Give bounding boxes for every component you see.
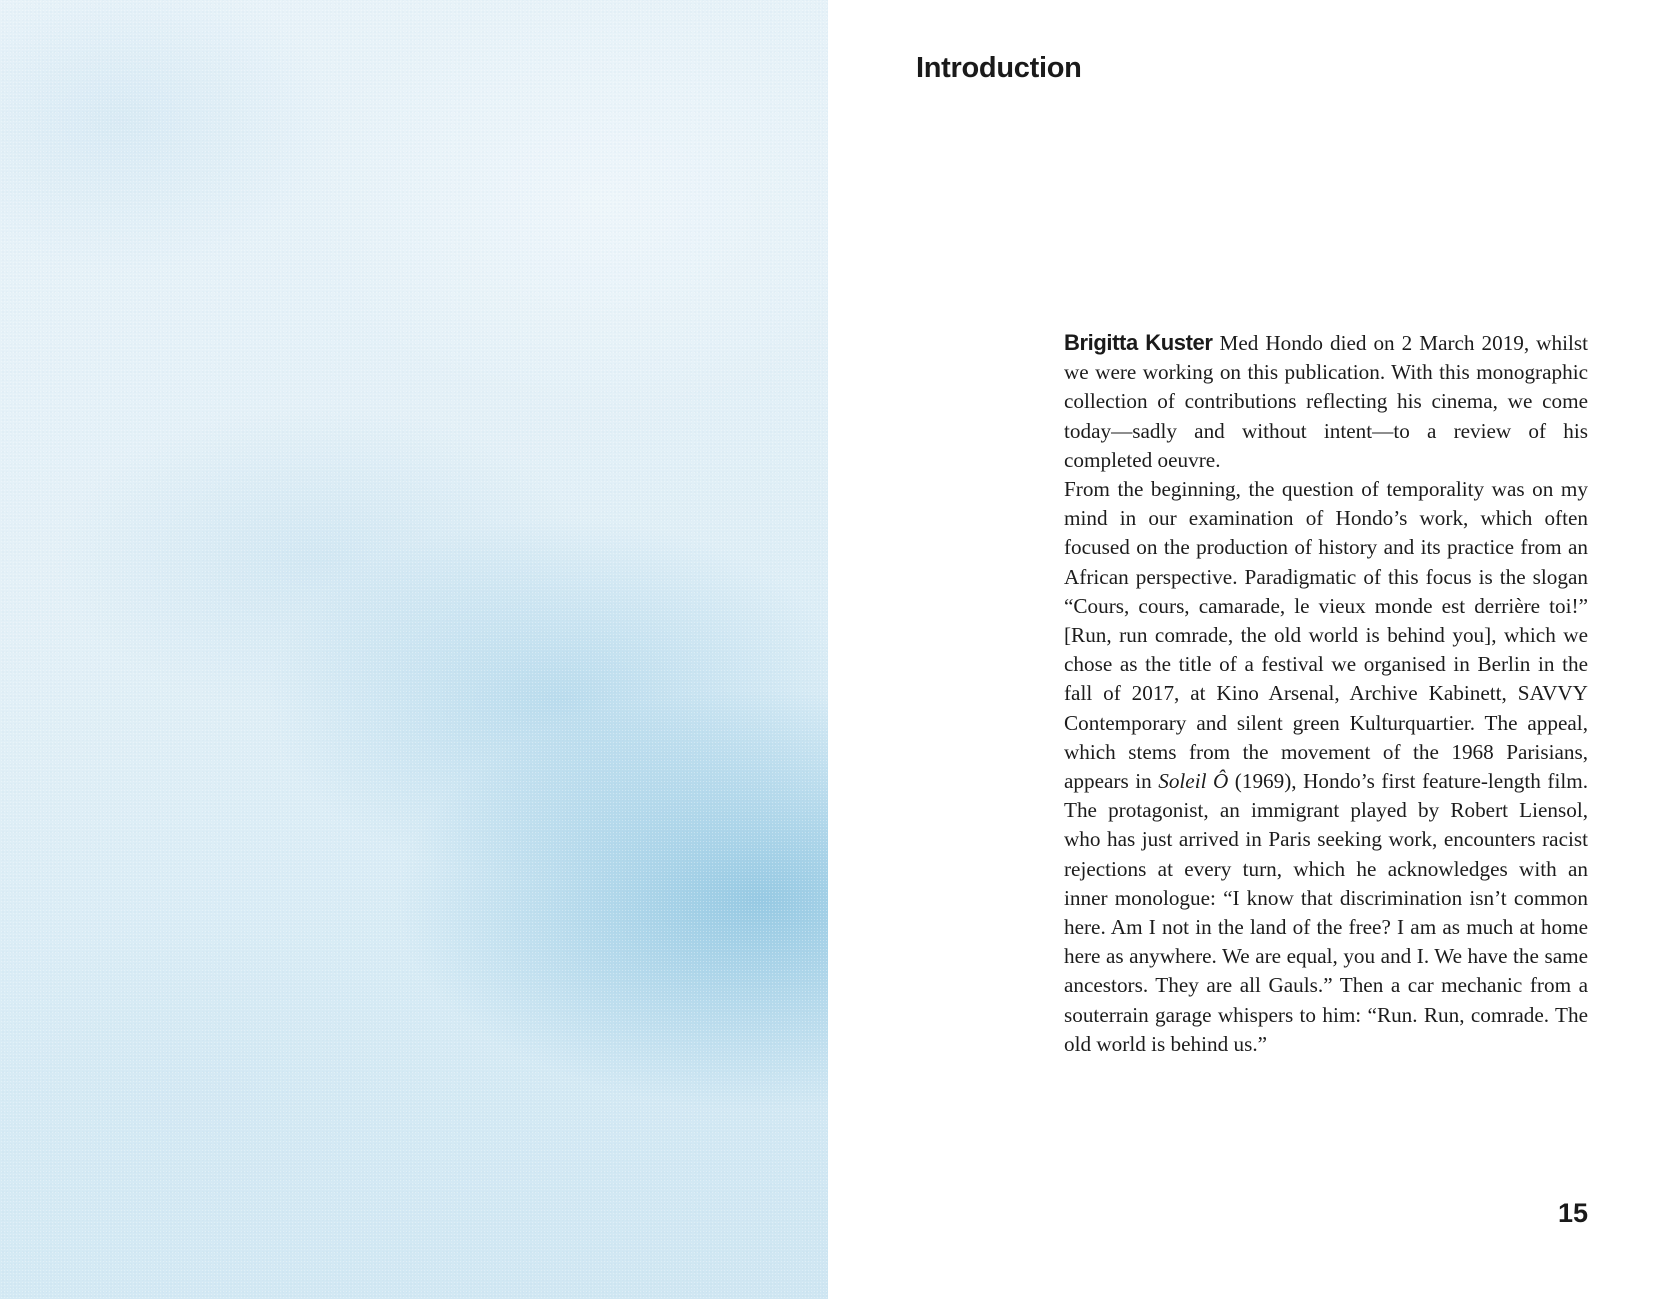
film-title-italic: Soleil Ô xyxy=(1158,769,1229,794)
paragraph-intro-text: Med Hondo died on 2 March 2019, whilst we were working on this publication. With this monographic collection of contributions reflecting his cinema, we come today—sadly and without intent—to a review of his completed oeuvre. xyxy=(1064,331,1588,472)
paragraph-temporality xyxy=(1064,475,1588,1059)
right-page xyxy=(828,0,1654,1299)
paragraph-temporality-text-1: From the beginning, the question of temporality was on my mind in our examination of Hondo’s work, which often focused on the production of history and its practice from an African perspective. Paradigmatic of this focus is the slogan “Cours, cours, camarade, le vieux monde est derrière toi!” [Run, run comrade, the old world is behind you], which we chose as the title of a festival we organised in Berlin in the fall of 2017, at Kino Arsenal, Archive Kabinett, SAVVY Contemporary and silent green Kulturquartier. The appeal, which stems from the movement of the 1968 Parisians, appears in xyxy=(1064,477,1588,794)
author-name: Brigitta Kuster xyxy=(1064,330,1213,355)
page-number: 15 xyxy=(1557,1198,1588,1228)
chapter-title: Introduction xyxy=(916,52,1082,84)
article-body xyxy=(1064,328,1588,1059)
paragraph-intro xyxy=(1064,328,1588,475)
paragraph-temporality-text-2: (1969), Hondo’s first feature-length film. The protagonist, an immigrant played by Robert Liensol, who has just arrived in Paris seeking work, encounters racist rejections at every turn, which he acknowledges with an inner monologue: “I know that discrimination isn’t common here. Am I not in the land of the free? I am as much at home here as anywhere. We are equal, you and I. We have the same ancestors. They are all Gauls.” Then a car mechanic from a souterrain garage whispers to him: “Run. Run, comrade. The old world is behind us.” xyxy=(1064,769,1588,1056)
